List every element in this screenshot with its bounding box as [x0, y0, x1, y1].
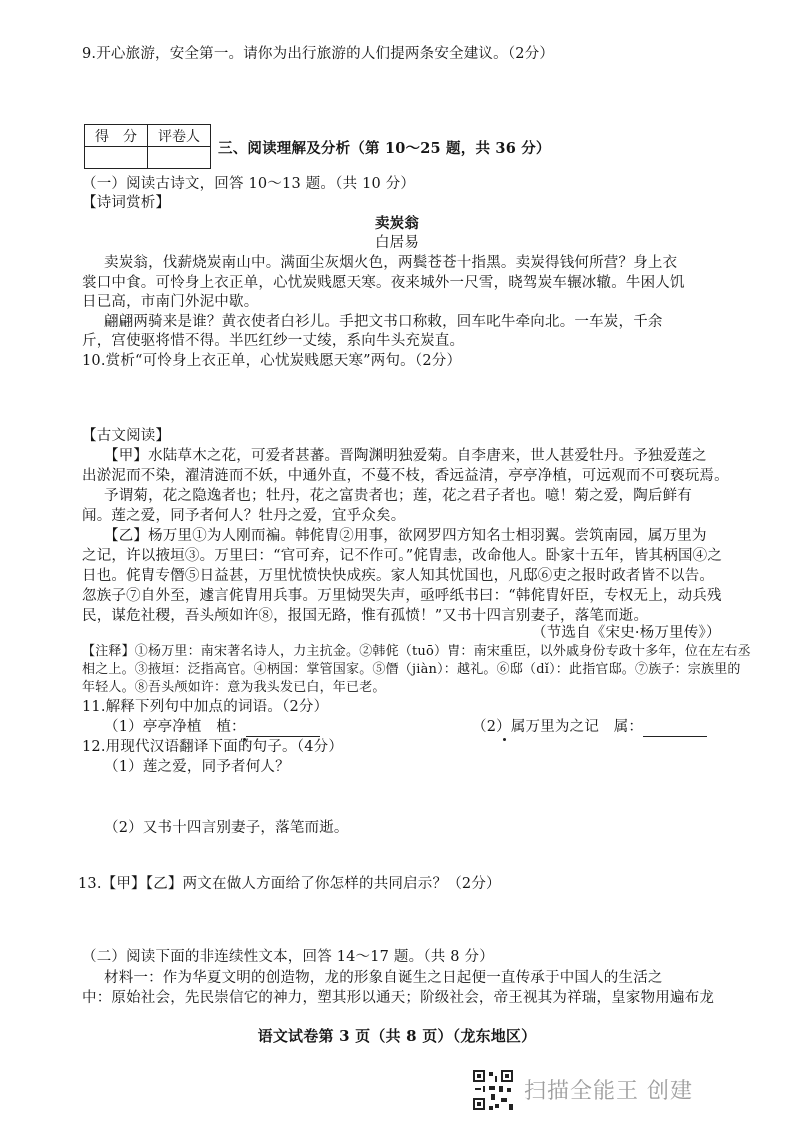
question-11: 11.解释下列句中加点的词语。（2分） — [82, 699, 329, 715]
part1-intro: （一）阅读古诗文，回答 10～13 题。（共 10 分） — [82, 176, 416, 192]
watermark: 扫描全能王 创建 — [524, 1079, 693, 1104]
part2-line: 中：原始社会，先民崇信它的神力，塑其形以通天；阶级社会，帝王视其为祥瑞，皇家物用遍布龙 — [82, 990, 715, 1006]
prose-line: 日也。侂胄专僭⑤日益甚，万里忧愤快快成疾。家人知其忧国也，凡邸⑥吏之报时政者皆不以告。 — [82, 568, 715, 584]
prose-line: 闻。莲之爱，同予者何人？牡丹之爱，宜乎众矣。 — [82, 508, 406, 524]
score-header: 得 分 — [85, 125, 148, 147]
grader-header: 评卷人 — [148, 125, 211, 147]
question-13: 13.【甲】【乙】两文在做人方面给了你怎样的共同启示？（2分） — [78, 876, 501, 892]
prose-tag: 【古文阅读】 — [82, 428, 171, 444]
poem-title: 卖炭翁 — [374, 215, 420, 232]
emphasis-dot — [503, 738, 506, 741]
question-10: 10.赏析“可怜身上衣正单，心忧炭贱愿天寒”两句。（2分） — [82, 353, 462, 369]
prose-line: 之记，许以掖垣③。万里曰：“官可弃，记不作可。”侂胄恚，改命他人。卧家十五年，皆其柄国④之 — [82, 548, 723, 564]
prose-line: 忽族子⑦自外至，遽言侂胄用兵事。万里恸哭失声，亟呼纸书曰：“韩侂胄奸臣，专权无上，动兵残 — [82, 588, 722, 604]
prose-line: 予谓菊，花之隐逸者也；牡丹，花之富贵者也；莲，花之君子者也。噫！菊之爱，陶后鲜有 — [104, 488, 692, 504]
poem-author: 白居易 — [374, 235, 420, 251]
poem-line: 日已高，市南门外泥中歇。 — [82, 294, 259, 310]
notes-line: 【注释】①杨万里：南宋著名诗人，力主抗金。②韩侂（tuō）胄：南宋重臣，以外戚身份专政十多年，位在左右丞 — [82, 644, 751, 659]
question-11-1-text: （1）亭亭净植 植： — [104, 719, 246, 735]
page-footer: 语文试卷第 3 页（共 8 页）（龙东地区） — [257, 1027, 537, 1045]
prose-line: 【乙】杨万里①为人刚而褊。韩侂胄②用事，欲网罗四方知名士相羽翼。尝筑南园，属万里为 — [104, 528, 707, 544]
answer-blank-11-1[interactable] — [246, 720, 320, 737]
poem-line: 斤，宫使驱将惜不得。半匹红纱一丈绫，系向牛头充炭直。 — [82, 333, 465, 349]
qr-code-icon — [471, 1068, 515, 1112]
poem-tag: 【诗词赏析】 — [82, 195, 171, 211]
question-11-1 — [104, 717, 320, 737]
score-cell — [85, 147, 148, 169]
score-table — [84, 124, 211, 169]
section-3-title: 三、阅读理解及分析（第 10～25 题，共 36 分） — [218, 140, 551, 157]
question-11-2-text: （2）属万里为之记 属： — [472, 719, 644, 735]
answer-blank-11-2[interactable] — [643, 720, 707, 737]
notes-line: 相之上。③掖垣：泛指高官。④柄国：掌管国家。⑤僭（jiàn）：越礼。⑥邸（dǐ）：此指官邸。⑦族子：宗族里的 — [82, 662, 741, 677]
poem-line: 翩翩两骑来是谁？黄衣使者白衫儿。手把文书口称敕，回车叱牛牵向北。一车炭，千余 — [104, 314, 663, 330]
prose-line: 出淤泥而不染，濯清涟而不妖，中通外直，不蔓不枝，香远益清，亭亭净植，可远观而不可亵玩焉。 — [82, 468, 729, 484]
question-12: 12.用现代汉语翻译下面的句子。（4分） — [82, 739, 344, 755]
prose-source: （节选自《宋史·杨万里传》） — [532, 625, 721, 641]
part2-intro: （二）阅读下面的非连续性文本，回答 14～17 题。（共 8 分） — [82, 949, 494, 965]
notes-line: 年轻人。⑧吾头颅如许：意为我头发已白，年已老。 — [82, 680, 386, 695]
poem-line: 裳口中食。可怜身上衣正单，心忧炭贱愿天寒。夜来城外一尺雪，晓驾炭车辗冰辙。牛困人饥 — [82, 275, 685, 291]
part2-line: 材料一：作为华夏文明的创造物，龙的形象自诞生之日起便一直传承于中国人的生活之 — [104, 970, 663, 986]
question-11-2 — [472, 717, 707, 737]
question-12-1: （1）莲之爱，同予者何人？ — [104, 759, 290, 775]
poem-line: 卖炭翁，伐薪烧炭南山中。满面尘灰烟火色，两鬓苍苍十指黑。卖炭得钱何所营？身上衣 — [104, 255, 678, 271]
prose-line: 民，谋危社稷，吾头颅如许⑧，报国无路，惟有孤愤！”又书十四言别妻子，落笔而逝。 — [82, 608, 649, 624]
grader-cell — [148, 147, 211, 169]
question-12-2: （2）又书十四言别妻子，落笔而逝。 — [104, 820, 349, 836]
question-9: 9.开心旅游，安全第一。请你为出行旅游的人们提两条安全建议。（2分） — [82, 46, 555, 62]
prose-line: 【甲】水陆草木之花，可爱者甚蕃。晋陶渊明独爱菊。自李唐来，世人甚爱牡丹。予独爱莲之 — [104, 448, 707, 464]
